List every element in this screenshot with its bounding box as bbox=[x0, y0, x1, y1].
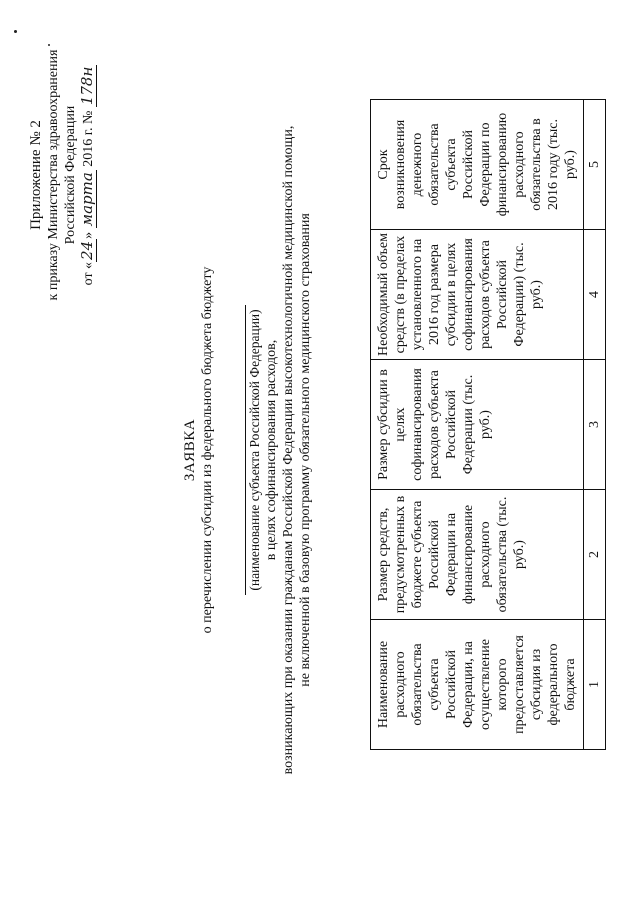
column-number: 1 bbox=[584, 620, 606, 750]
column-number: 2 bbox=[584, 490, 606, 620]
order-number: 178н bbox=[78, 66, 96, 106]
column-number: 5 bbox=[584, 100, 606, 230]
column-number: 4 bbox=[584, 230, 606, 360]
header-cell: Размер субсидии в целях софинансирования расходов субъекта Российской Федерации (тыс. руб.) bbox=[371, 360, 584, 490]
purpose-line-3: не включенной в базовую программу обязательного медицинского страхования bbox=[298, 213, 313, 687]
title-block bbox=[182, 80, 314, 820]
appendix-order-line: к приказу Министерства здравоохранения bbox=[46, 49, 61, 301]
date-prefix: от « bbox=[81, 261, 96, 286]
header-cell: Наименование расходного обязательства субъекта Российской Федерации, на осуществление которого предоставляется субсидия из федерального бюджета bbox=[371, 620, 584, 750]
appendix-ministry-line: Российской Федерации bbox=[63, 105, 78, 245]
header-cell: Необходимый объем средств (в пределах установленного на 2016 год размера субсидии в целях софинансирования расходов субъекта Российской Федерации) (тыс. руб.) bbox=[371, 230, 584, 360]
table-header-row bbox=[371, 100, 584, 750]
appendix-date-line bbox=[79, 25, 97, 325]
document-subtitle: о перечислении субсидии из федерального бюджета бюджету bbox=[200, 266, 215, 634]
application-table bbox=[370, 99, 606, 750]
purpose-line-1: в целях софинансирования расходов, bbox=[264, 339, 279, 561]
subject-name-caption: (наименование субъекта Российской Федерации) bbox=[247, 309, 262, 591]
header-cell: Срок возникновения денежного обязательства субъекта Российской Федерации по финансированию расходного обязательства в 2016 году (тыс. руб.) bbox=[371, 100, 584, 230]
document-title: ЗАЯВКА bbox=[182, 418, 198, 482]
header-cell: Размер средств, предусмотренных в бюджете субъекта Российской Федерации на финансирование расходного обязательства (тыс. руб.) bbox=[371, 490, 584, 620]
purpose-line-2: возникающих при оказании гражданам Российской Федерации высокотехнологичной медицинской помощи, bbox=[281, 125, 296, 775]
column-number: 3 bbox=[584, 360, 606, 490]
appendix-header bbox=[28, 25, 97, 325]
date-mid: » bbox=[81, 228, 96, 239]
column-number-row bbox=[584, 100, 606, 750]
rotated-document bbox=[10, 20, 610, 880]
date-day: 24 bbox=[78, 240, 96, 260]
date-year: 2016 г. № bbox=[81, 107, 96, 171]
date-month: марта bbox=[78, 172, 96, 227]
appendix-number: Приложение № 2 bbox=[28, 120, 44, 230]
